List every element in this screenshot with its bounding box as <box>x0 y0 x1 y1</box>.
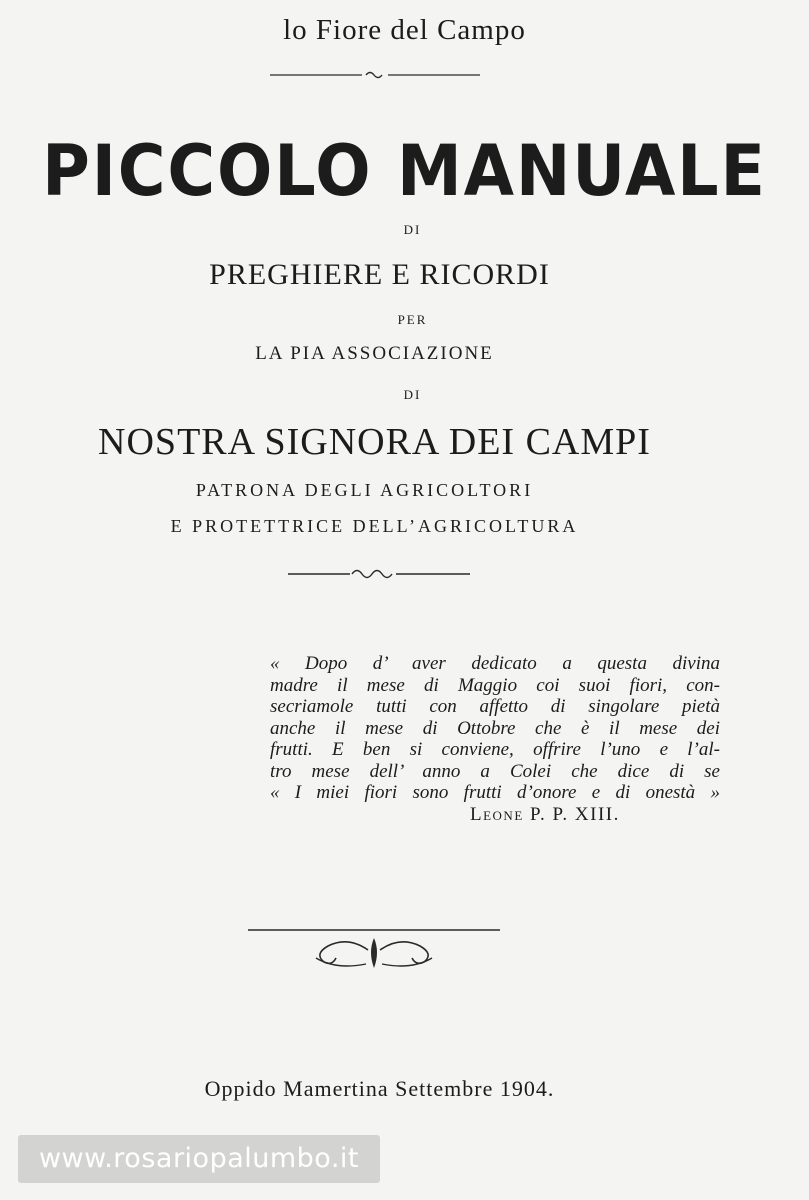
ornament-rule-middle <box>288 566 470 582</box>
website-watermark: www.rosariopalumbo.it <box>18 1135 380 1183</box>
running-head: lo Fiore del Campo <box>283 14 526 46</box>
subtitle-protettrice: E PROTETTRICE DELL’AGRICOLTURA <box>170 516 579 536</box>
subtitle-preghiere: PREGHIERE E RICORDI <box>209 258 550 291</box>
quote-line: madre il mese di Maggio coi suoi fiori, con- <box>270 674 720 696</box>
word-di-1: DI <box>403 222 422 237</box>
quote-line: « Dopo d’ aver dedicato a questa divina <box>270 653 720 674</box>
quote-line: tro mese dell’ anno a Colei che dice di se <box>270 760 720 782</box>
quote-line: anche il mese di Ottobre che è il mese dei <box>270 717 720 739</box>
ornament-flourish-bottom <box>248 924 500 974</box>
word-di-2: DI <box>403 387 422 402</box>
quote-line: frutti. E ben si conviene, offrire l’uno e l’al- <box>270 739 720 760</box>
subtitle-associazione: LA PIA ASSOCIAZIONE <box>255 343 494 364</box>
quote-line: « I miei fiori sono frutti d’onore e di onestà » <box>270 782 720 803</box>
subtitle-nostra-signora: NOSTRA SIGNORA DEI CAMPI <box>98 421 651 463</box>
subtitle-patrona: PATRONA DEGLI AGRICOLTORI <box>195 480 534 500</box>
quote-line: secriamole tutti con affetto di singolare pietà <box>270 696 720 717</box>
word-per: PER <box>397 312 428 327</box>
title: PICCOLO MANUALE <box>42 130 767 212</box>
epigraph-quote <box>270 653 720 804</box>
ornament-rule-top <box>270 68 480 82</box>
imprint-line: Oppido Mamertina Settembre 1904. <box>204 1076 555 1101</box>
quote-attribution: Leone P. P. XIII. <box>470 804 620 825</box>
